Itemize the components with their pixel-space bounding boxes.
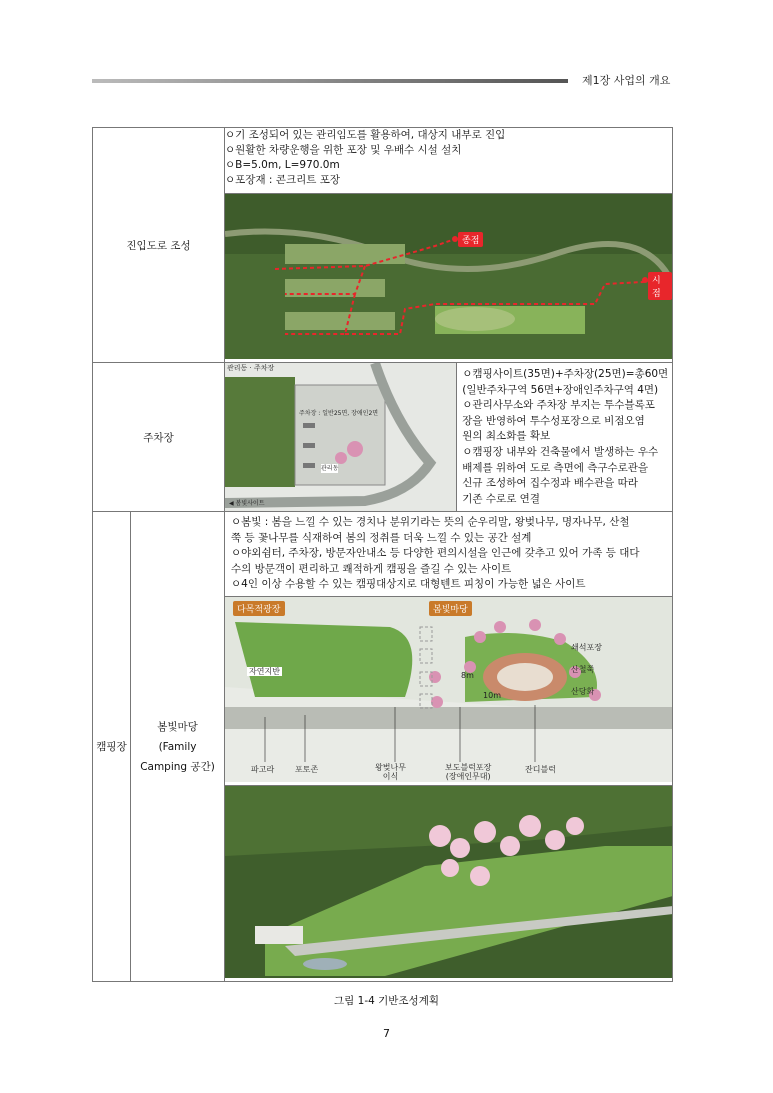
natural-ground-label: 자연지반 [249, 667, 280, 676]
parking-bottom-label: ◀ 봄빛사이트 [229, 500, 265, 507]
camping-sub-label [131, 512, 225, 982]
cherry-transplant-label: 왕벚나무 이식 [375, 763, 406, 781]
dim-10m: 10m [483, 691, 501, 700]
bullet: ㅇ기 조성되어 있는 관리임도를 활용하여, 대상지 내부로 진입 [225, 129, 506, 141]
bullet: 장을 반영하여 투수성포장으로 비점오염 [462, 414, 645, 427]
bombit-madang-tag: 봄빛마당 [429, 601, 472, 616]
sub-label-line: Camping 공간) [140, 760, 215, 773]
bullet: 수의 방문객이 편리하고 쾌적하게 캠핑을 즐길 수 있는 사이트 [231, 562, 512, 575]
camping-label: 캠핑장 [93, 512, 131, 982]
bullet: ㅇ야외쉼터, 주차장, 방문자안내소 등 다양한 편의시설을 인근에 갖추고 있어 가족 등 대다 [231, 547, 640, 559]
parking-content [225, 363, 673, 512]
bullet: ㅇ관리사무소와 주차장 부지는 투수블록포 [462, 399, 655, 412]
bullet: 기존 수로로 연결 [462, 492, 540, 505]
header-rule [92, 79, 568, 83]
page-number: 7 [383, 1027, 390, 1040]
chapter-header: 제1장 사업의 개요 [582, 74, 671, 87]
camping-render [225, 786, 673, 982]
bullet: ㅇ캠핑사이트(35면)+주차장(25면)=총60면 [462, 368, 669, 380]
sub-label-line: (Family [158, 740, 197, 753]
parking-plan-image [225, 363, 456, 511]
start-point-tag: 시점 [648, 272, 672, 300]
block-paving-label: 보도블럭포장 (장애인무대) [445, 763, 492, 781]
dim-8m: 8m [461, 671, 474, 680]
azalea-label: 산철쭉 [571, 665, 595, 674]
access-road-map [225, 194, 673, 363]
end-point-tag: 종점 [458, 232, 483, 247]
bullet: (일반주차구역 56면+장애인주차구역 4면) [462, 383, 659, 396]
bullet: ㅇ원활한 차량운행을 위한 포장 및 우배수 시설 설치 [225, 144, 462, 156]
bullet: 신규 조성하여 집수정과 배수관을 따라 [462, 477, 638, 490]
pergola-label: 파고라 [251, 765, 275, 774]
camping-bullets [225, 512, 673, 597]
parking-lot-label: 주차장 : 일반25면, 장애인2면 [299, 410, 379, 417]
camping-plan-image [225, 597, 673, 782]
plan-table [92, 127, 673, 982]
photo-zone-label: 포토존 [295, 765, 319, 774]
bullet: 쭉 등 꽃나무를 식재하여 봄의 정취를 더욱 느낄 수 있는 공간 설계 [231, 531, 532, 544]
aerial-map-image [225, 194, 673, 359]
bullet: 배제를 위하여 도로 측면에 측구수로관을 [462, 461, 649, 474]
plaza-tag: 다목적광장 [233, 601, 284, 616]
bullet: ㅇ4인 이상 수용할 수 있는 캠핑대상지로 대형텐트 피칭이 가능한 넓은 사이트 [231, 578, 586, 590]
camping-render-image [225, 786, 673, 978]
parking-plan [225, 363, 456, 511]
quince-label: 산당화 [571, 687, 595, 696]
bullet: 원의 최소화를 확보 [462, 430, 551, 443]
camping-plan [225, 597, 673, 786]
turf-block-label: 잔디블럭 [525, 765, 556, 774]
access-road-bullets [225, 128, 673, 194]
bullet: ㅇ봄빛 : 봄을 느낄 수 있는 경치나 분위기라는 뜻의 순우리말, 왕벚나무, 명자나무, 산철 [231, 516, 630, 528]
gravel-label: 쇄석포장 [571, 643, 602, 652]
access-road-label: 진입도로 조성 [93, 128, 225, 363]
bullet: ㅇ캠핑장 내부와 건축물에서 발생하는 우수 [462, 445, 659, 458]
parking-plan-title: 관리동 · 주차장 [227, 364, 275, 372]
bullet: ㅇ포장재 : 콘크리트 포장 [225, 174, 340, 186]
management-building-label: 관리동 [321, 465, 339, 472]
figure-caption: 그림 1-4 기반조성계획 [334, 995, 439, 1007]
parking-bullets [456, 363, 672, 511]
bullet: ㅇB=5.0m, L=970.0m [225, 159, 340, 171]
parking-label: 주차장 [93, 363, 225, 512]
sub-label-line: 봄빛마당 [157, 720, 198, 733]
